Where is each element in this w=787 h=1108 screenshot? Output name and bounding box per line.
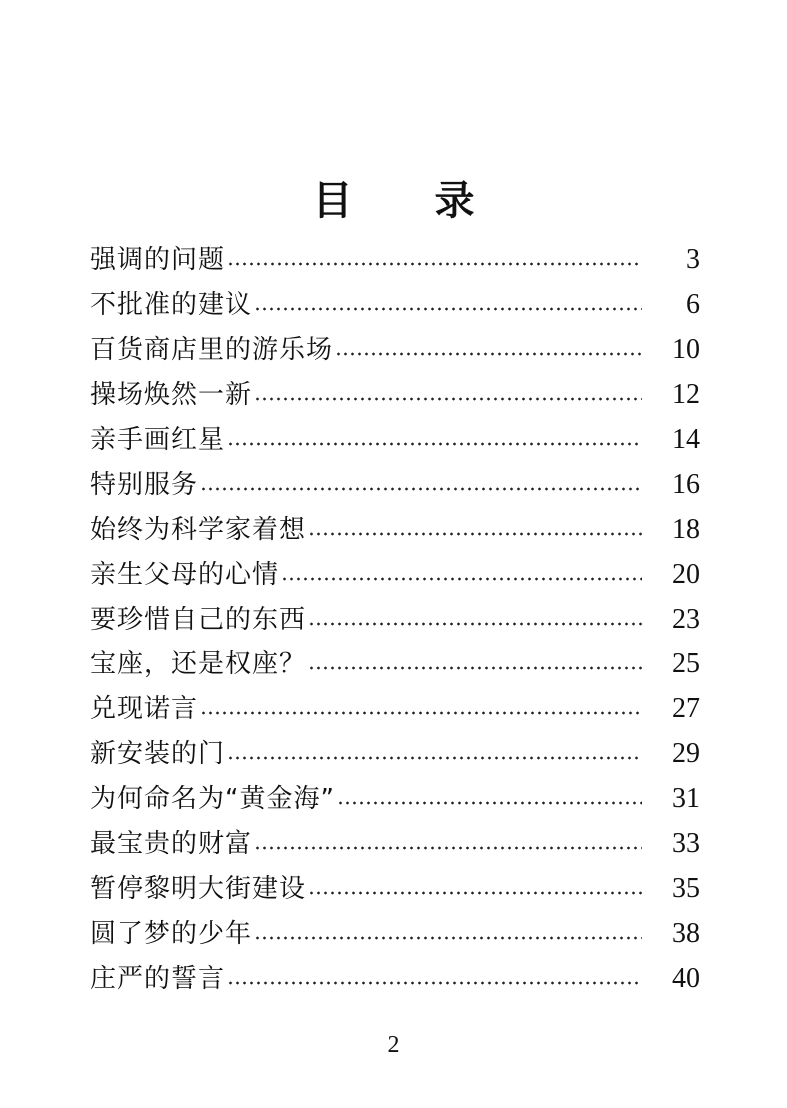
dot-leader xyxy=(227,756,642,760)
toc-entry-title: 新安装的门 xyxy=(90,739,226,770)
toc-entry-title: 最宝贵的财富 xyxy=(90,829,253,860)
dot-leader xyxy=(254,307,642,311)
toc-entry xyxy=(90,418,700,463)
dot-leader xyxy=(254,846,642,850)
toc-page-number: 27 xyxy=(672,693,700,725)
toc-page-number: 12 xyxy=(672,379,700,411)
toc-entry-title: 亲手画红星 xyxy=(90,425,226,455)
dot-leader xyxy=(308,666,642,670)
toc-entry-title: 强调的问题 xyxy=(90,245,226,276)
dot-leader xyxy=(254,936,642,940)
toc-entry-title: 宝座，还是权座？ xyxy=(90,649,307,680)
dot-leader xyxy=(308,622,642,626)
dot-leader xyxy=(335,352,642,356)
toc-page-number: 23 xyxy=(672,603,700,635)
toc-entry xyxy=(90,732,700,777)
toc-entry xyxy=(90,956,700,1001)
toc-page-number: 14 xyxy=(672,424,700,455)
page-number-footer: 2 xyxy=(387,1032,400,1058)
dot-leader xyxy=(337,801,642,805)
toc-entry-title: 始终为科学家着想 xyxy=(90,514,307,545)
toc-entry xyxy=(90,373,700,418)
toc-entry-title: 兑现诺言 xyxy=(90,694,199,725)
dot-leader xyxy=(308,891,642,895)
toc-entry xyxy=(90,911,700,956)
dot-leader xyxy=(227,262,642,266)
toc-page-number: 3 xyxy=(686,244,700,276)
toc-entry xyxy=(90,238,700,283)
toc-page-number: 35 xyxy=(672,872,700,904)
toc-page-number: 16 xyxy=(672,468,700,500)
toc-page-number: 18 xyxy=(672,513,700,545)
dot-leader xyxy=(254,397,642,401)
page-title: 目 录 xyxy=(312,177,509,224)
toc-page-number: 38 xyxy=(672,917,700,949)
toc-page-number: 33 xyxy=(672,828,700,860)
toc-entry-title: 特别服务 xyxy=(90,469,199,500)
toc-entry-title: 庄严的誓言 xyxy=(90,963,226,994)
toc-entry-title: 要珍惜自己的东西 xyxy=(90,604,307,635)
toc-entry xyxy=(90,597,700,642)
toc-entry xyxy=(90,462,700,507)
toc-entry-title: 为何命名为“黄金海” xyxy=(90,784,335,815)
dot-leader xyxy=(227,981,642,985)
dot-leader xyxy=(200,487,642,491)
toc-entry xyxy=(90,777,700,822)
dot-leader xyxy=(200,711,642,715)
toc-page-number: 25 xyxy=(672,648,700,680)
toc-page-number: 31 xyxy=(672,783,700,815)
table-of-contents xyxy=(90,238,700,1001)
toc-page-number: 29 xyxy=(672,738,700,770)
toc-entry-title: 暂停黎明大街建设 xyxy=(90,873,307,904)
dot-leader xyxy=(281,577,642,581)
toc-entry xyxy=(90,642,700,687)
toc-page-number: 6 xyxy=(686,289,700,321)
toc-entry-title: 不批准的建议 xyxy=(90,290,253,321)
toc-page-number: 20 xyxy=(672,558,700,590)
toc-entry xyxy=(90,687,700,732)
toc-entry-title: 圆了梦的少年 xyxy=(90,918,253,949)
toc-entry-title: 百货商店里的游乐场 xyxy=(90,335,334,366)
toc-entry-title: 操场焕然一新 xyxy=(90,380,253,411)
toc-entry xyxy=(90,822,700,867)
toc-entry xyxy=(90,507,700,552)
toc-entry-title: 亲生父母的心情 xyxy=(90,559,280,590)
toc-entry xyxy=(90,552,700,597)
dot-leader xyxy=(227,442,642,446)
toc-page-number: 10 xyxy=(672,334,700,366)
toc-page-number: 40 xyxy=(672,962,700,994)
toc-entry xyxy=(90,328,700,373)
toc-entry xyxy=(90,283,700,328)
toc-entry xyxy=(90,866,700,911)
dot-leader xyxy=(308,532,642,536)
